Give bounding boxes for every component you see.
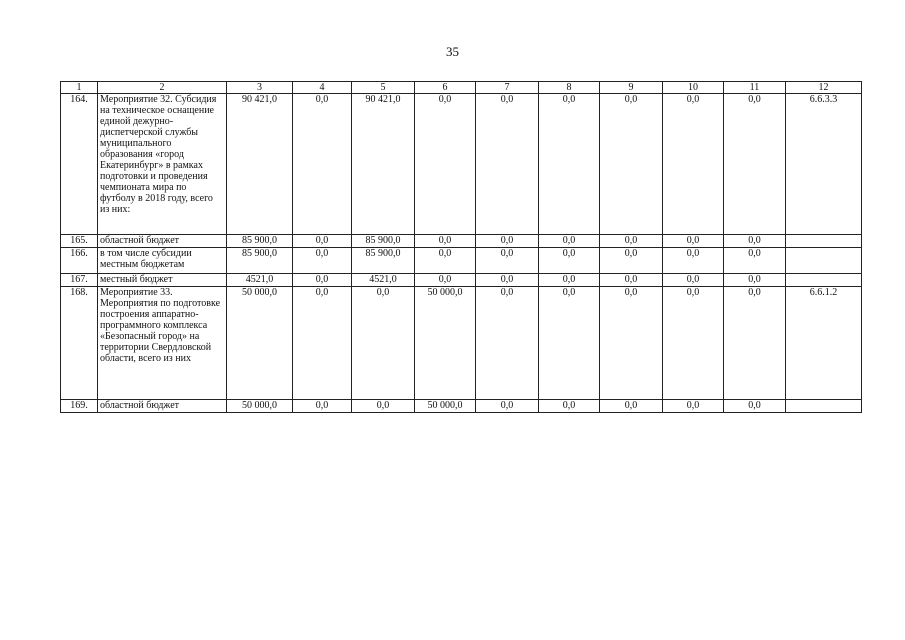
table-row (61, 248, 862, 274)
cell-value: 0,0 (724, 94, 786, 235)
budget-table (60, 81, 862, 413)
cell-value: 0,0 (293, 235, 352, 248)
cell-value: 4521,0 (352, 274, 415, 287)
cell-value: 0,0 (415, 235, 476, 248)
cell-value: 0,0 (663, 235, 724, 248)
cell-value: 4521,0 (227, 274, 293, 287)
row-name: в том числе субсидии местным бюджетам (98, 248, 227, 274)
cell-value: 0,0 (476, 274, 539, 287)
cell-value: 0,0 (600, 287, 663, 400)
cell-value: 0,0 (663, 400, 724, 413)
cell-value: 85 900,0 (352, 248, 415, 274)
cell-value: 0,0 (352, 287, 415, 400)
cell-value: 0,0 (415, 248, 476, 274)
row-number: 164. (61, 94, 98, 235)
column-header: 1 (61, 82, 98, 94)
cell-value: 0,0 (539, 400, 600, 413)
cell-value: 0,0 (663, 287, 724, 400)
cell-value: 85 900,0 (227, 235, 293, 248)
cell-value: 90 421,0 (352, 94, 415, 235)
column-header: 2 (98, 82, 227, 94)
cell-value: 0,0 (600, 274, 663, 287)
cell-value: 0,0 (293, 400, 352, 413)
cell-value: 0,0 (539, 274, 600, 287)
cell-value: 0,0 (476, 235, 539, 248)
cell-value: 0,0 (663, 274, 724, 287)
cell-value: 0,0 (539, 248, 600, 274)
table-row (61, 235, 862, 248)
column-header: 8 (539, 82, 600, 94)
row-code (786, 235, 862, 248)
column-header: 6 (415, 82, 476, 94)
row-code (786, 274, 862, 287)
row-number: 169. (61, 400, 98, 413)
row-code (786, 400, 862, 413)
cell-value: 50 000,0 (227, 400, 293, 413)
cell-value: 0,0 (293, 287, 352, 400)
cell-value: 90 421,0 (227, 94, 293, 235)
table-row (61, 274, 862, 287)
cell-value: 0,0 (293, 274, 352, 287)
table-row (61, 94, 862, 235)
cell-value: 85 900,0 (352, 235, 415, 248)
cell-value: 0,0 (600, 94, 663, 235)
page-number: 35 (446, 44, 459, 59)
cell-value: 0,0 (600, 400, 663, 413)
cell-value: 0,0 (415, 274, 476, 287)
cell-value: 0,0 (539, 287, 600, 400)
row-code: 6.6.3.3 (786, 94, 862, 235)
row-number: 168. (61, 287, 98, 400)
cell-value: 0,0 (724, 235, 786, 248)
header-row (61, 82, 862, 94)
cell-value: 0,0 (476, 248, 539, 274)
column-header: 3 (227, 82, 293, 94)
table-row (61, 287, 862, 400)
cell-value: 0,0 (476, 400, 539, 413)
cell-value: 0,0 (352, 400, 415, 413)
cell-value: 85 900,0 (227, 248, 293, 274)
cell-value: 0,0 (600, 235, 663, 248)
column-header: 9 (600, 82, 663, 94)
row-number: 165. (61, 235, 98, 248)
row-number: 166. (61, 248, 98, 274)
cell-value: 0,0 (724, 400, 786, 413)
cell-value: 0,0 (600, 248, 663, 274)
column-header: 11 (724, 82, 786, 94)
cell-value: 50 000,0 (227, 287, 293, 400)
cell-value: 0,0 (293, 94, 352, 235)
cell-value: 0,0 (476, 94, 539, 235)
cell-value: 0,0 (663, 248, 724, 274)
row-name: областной бюджет (98, 400, 227, 413)
cell-value: 0,0 (724, 248, 786, 274)
cell-value: 0,0 (476, 287, 539, 400)
column-header: 4 (293, 82, 352, 94)
column-header: 7 (476, 82, 539, 94)
cell-value: 0,0 (724, 274, 786, 287)
cell-value: 50 000,0 (415, 287, 476, 400)
table-row (61, 400, 862, 413)
cell-value: 0,0 (663, 94, 724, 235)
cell-value: 0,0 (539, 94, 600, 235)
row-name: местный бюджет (98, 274, 227, 287)
row-code (786, 248, 862, 274)
row-number: 167. (61, 274, 98, 287)
column-header: 12 (786, 82, 862, 94)
row-name: Мероприятие 33. Мероприятия по подготовке построения аппаратно-программного комплекса «Безопасный город» на территории Свердловской области, всего из них (98, 287, 227, 400)
column-header: 5 (352, 82, 415, 94)
cell-value: 0,0 (539, 235, 600, 248)
row-name: Мероприятие 32. Субсидия на техническое оснащение единой дежурно-диспетчерской службы муниципального образования «город Екатеринбург» в рамках подготовки и проведения чемпионата мира по футболу в 2018 году, всего из них: (98, 94, 227, 235)
cell-value: 50 000,0 (415, 400, 476, 413)
row-name: областной бюджет (98, 235, 227, 248)
cell-value: 0,0 (293, 248, 352, 274)
column-header: 10 (663, 82, 724, 94)
cell-value: 0,0 (724, 287, 786, 400)
cell-value: 0,0 (415, 94, 476, 235)
row-code: 6.6.1.2 (786, 287, 862, 400)
